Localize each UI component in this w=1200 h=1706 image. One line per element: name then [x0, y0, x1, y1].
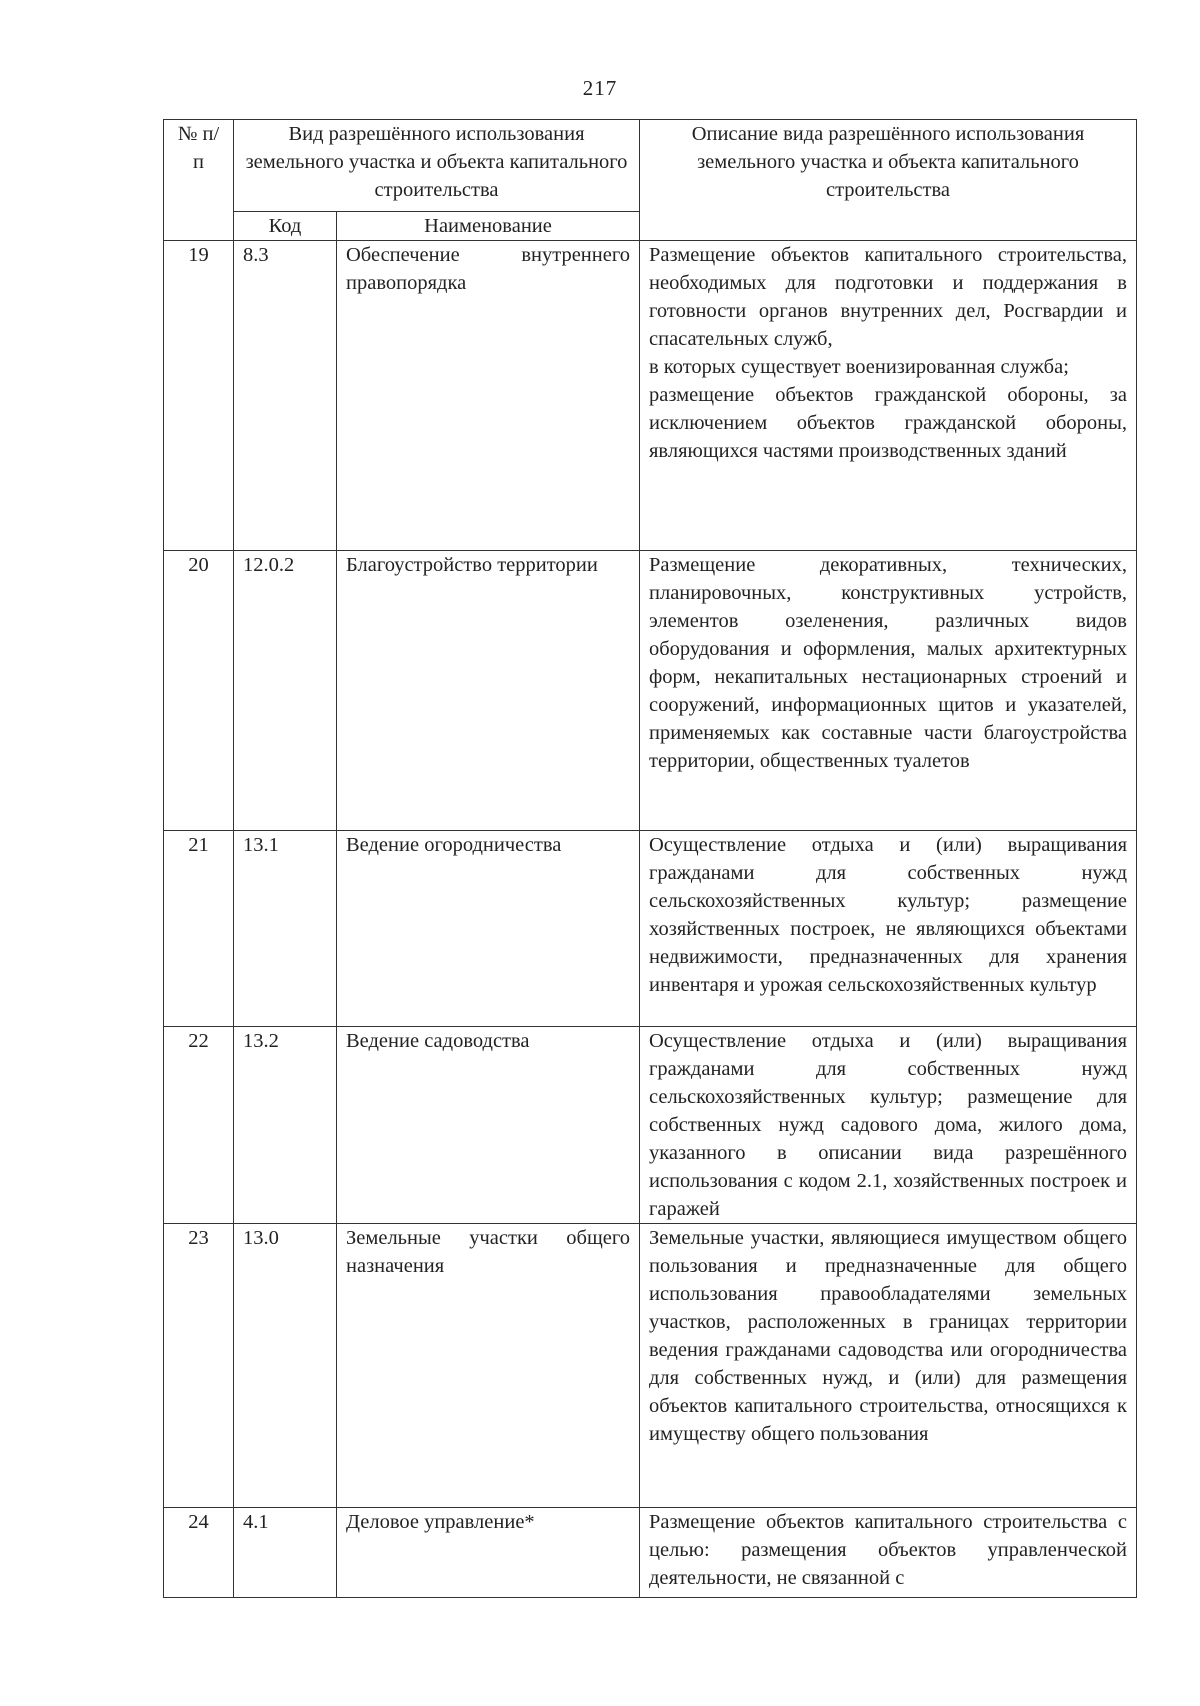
description-paragraph: в которых существует военизированная служба; [649, 356, 1069, 378]
row-description [640, 551, 1137, 831]
description-paragraph: Осуществление отдыха и (или) выращивания гражданами для собственных нужд сельскохозяйственных культур; размещение хозяйственных построек, не являющихся объектами недвижимости, предназначенных для хранения инвентаря и урожая сельскохозяйственных культур [649, 834, 1127, 996]
row-number: 23 [164, 1224, 234, 1508]
header-land-use-type: Вид разрешённого использования земельного участка и объекта капитального строительства [234, 120, 640, 212]
row-number: 20 [164, 551, 234, 831]
row-number: 21 [164, 831, 234, 1027]
table-row [164, 1224, 1137, 1508]
header-description: Описание вида разрешённого использования земельного участка и объекта капитального строительства [640, 120, 1137, 241]
page-number: 217 [582, 76, 618, 100]
table-row [164, 831, 1137, 1027]
row-name: Земельные участки общего назначения [337, 1224, 640, 1508]
table-row [164, 241, 1137, 551]
row-code: 4.1 [234, 1508, 337, 1598]
header-code: Код [234, 212, 337, 241]
row-code: 13.0 [234, 1224, 337, 1508]
description-paragraph: Осуществление отдыха и (или) выращивания гражданами для собственных нужд сельскохозяйственных культур; размещение для собственных нужд садового дома, жилого дома, указанного в описании вида разрешённого использования с кодом 2.1, хозяйственных построек и гаражей [649, 1030, 1127, 1220]
description-paragraph: Земельные участки, являющиеся имуществом общего пользования и предназначенные для общего использования правообладателями земельных участков, расположенных в границах территории ведения гражданами садоводства или огородничества для собственных нужд, и (или) для размещения объектов капитального строительства, относящихся к имуществу общего пользования [649, 1227, 1127, 1445]
row-number: 24 [164, 1508, 234, 1598]
header-name: Наименование [337, 212, 640, 241]
row-name: Обеспечение внутреннего правопорядка [337, 241, 640, 551]
row-description [640, 241, 1137, 551]
row-code: 13.2 [234, 1027, 337, 1224]
row-number: 19 [164, 241, 234, 551]
table-row [164, 1027, 1137, 1224]
row-description [640, 831, 1137, 1027]
row-description [640, 1027, 1137, 1224]
table-row [164, 551, 1137, 831]
table-row [164, 1508, 1137, 1598]
description-paragraph: Размещение декоративных, технических, планировочных, конструктивных устройств, элементов озеленения, различных видов оборудования и оформления, малых архитектурных форм, некапитальных нестационарных строений и сооружений, информационных щитов и указателей, применяемых как составные части благоустройства территории, общественных туалетов [649, 554, 1127, 772]
row-description [640, 1508, 1137, 1598]
row-code: 8.3 [234, 241, 337, 551]
row-code: 12.0.2 [234, 551, 337, 831]
land-use-table [163, 119, 1137, 1598]
row-description [640, 1224, 1137, 1508]
table-header-row [164, 120, 1137, 212]
row-number: 22 [164, 1027, 234, 1224]
row-code: 13.1 [234, 831, 337, 1027]
description-paragraph: Размещение объектов капитального строительства с целью: размещения объектов управленческой деятельности, не связанной с [649, 1511, 1127, 1589]
row-name: Деловое управление* [337, 1508, 640, 1598]
row-name: Благоустройство территории [337, 551, 640, 831]
description-paragraph: Размещение объектов капитального строительства, необходимых для подготовки и поддержания в готовности органов внутренних дел, Росгвардии и спасательных служб, [649, 244, 1127, 350]
row-name: Ведение садоводства [337, 1027, 640, 1224]
header-number: № п/п [164, 120, 234, 241]
row-name: Ведение огородничества [337, 831, 640, 1027]
description-paragraph: размещение объектов гражданской обороны, за исключением объектов гражданской обороны, являющихся частями производственных зданий [649, 384, 1127, 462]
